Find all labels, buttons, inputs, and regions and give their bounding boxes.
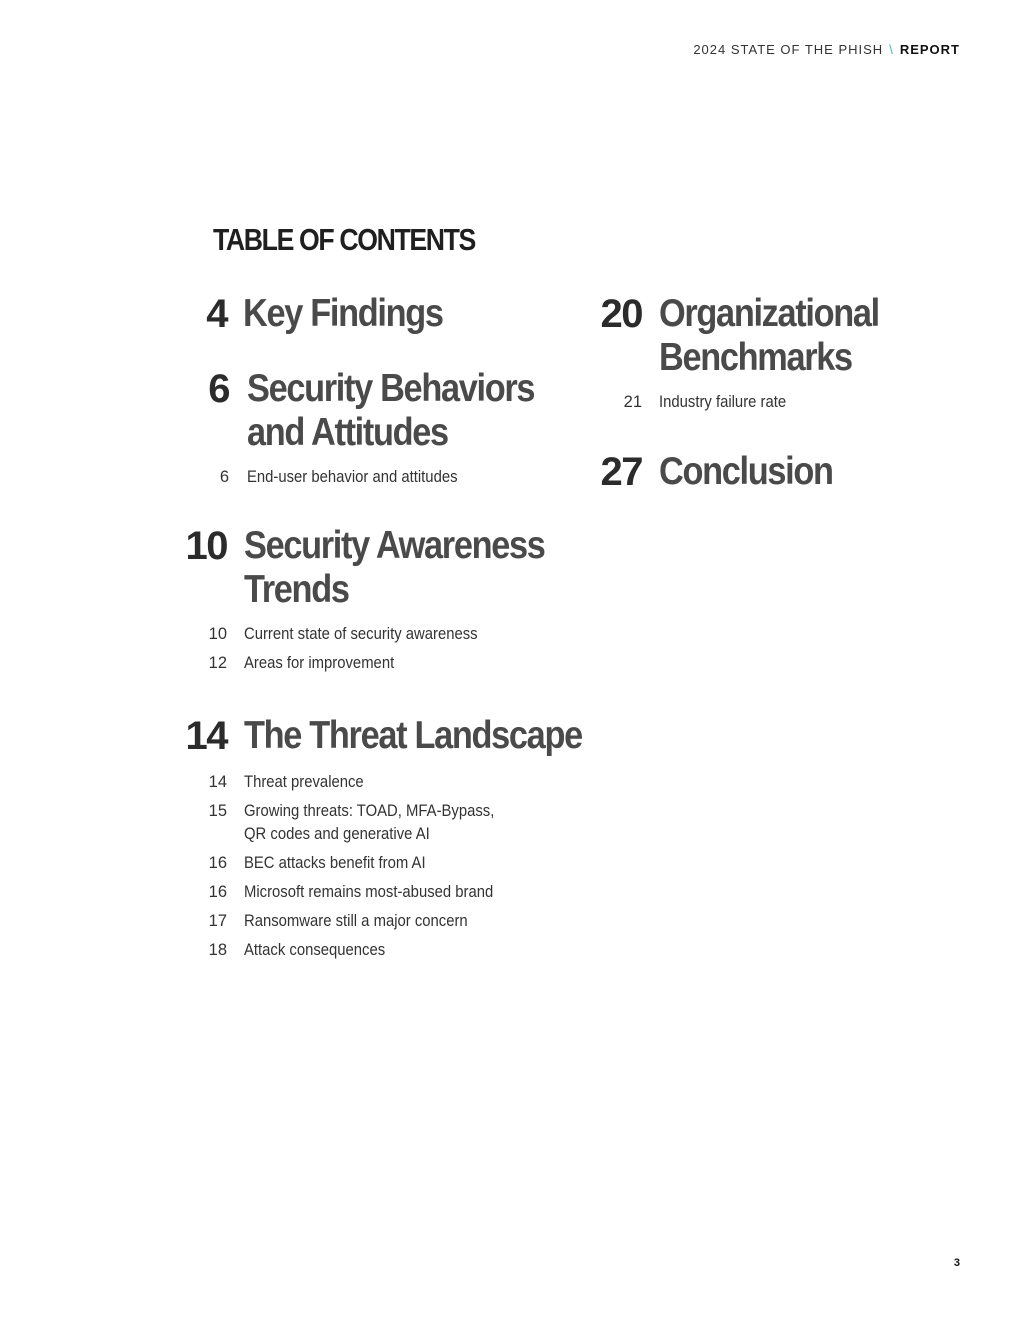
toc-subsection-title: End-user behavior and attitudes (247, 468, 458, 486)
toc-subsection-title: Areas for improvement (244, 654, 395, 672)
toc-subsection[interactable] (160, 771, 628, 794)
toc-subsection[interactable] (160, 623, 586, 646)
toc-section-link[interactable] (575, 450, 856, 494)
toc-subsection-page: 6 (219, 468, 229, 486)
toc-section-title: Security Behaviors and Attitudes (247, 367, 535, 454)
toc-section (160, 714, 628, 962)
toc-section-page: 20 (600, 292, 642, 336)
toc-section-title: Conclusion (659, 450, 833, 493)
toc-subsection-title: Growing threats: TOAD, MFA-Bypass, QR codes and generative AI (244, 802, 495, 843)
header-report-name: 2024 STATE OF THE PHISH (693, 42, 884, 57)
toc-section-page: 4 (206, 292, 227, 336)
toc-section (160, 367, 573, 489)
toc-section (575, 292, 909, 414)
toc-section-link[interactable] (160, 292, 470, 336)
toc-subsection-title: Current state of security awareness (244, 625, 478, 643)
header-report-label: REPORT (899, 42, 960, 57)
page-number: 3 (953, 1257, 960, 1269)
toc-subsection[interactable] (160, 466, 573, 489)
report-header (693, 42, 960, 57)
toc-section-link[interactable] (160, 367, 573, 455)
toc-subsection-page: 16 (208, 854, 227, 872)
toc-section (160, 524, 586, 675)
toc-subsection[interactable] (575, 391, 909, 414)
toc-subsection-title: Threat prevalence (244, 773, 364, 791)
toc-section-title: Organizational Benchmarks (659, 292, 879, 379)
toc-subsection-title: Industry failure rate (659, 393, 787, 411)
toc-section-title: Key Findings (243, 292, 443, 335)
toc-subsection-page: 18 (208, 941, 227, 959)
toc-section (160, 292, 470, 336)
toc-section-link[interactable] (160, 524, 586, 612)
toc-section-link[interactable] (575, 292, 909, 380)
toc-subsection[interactable] (160, 652, 586, 675)
toc-subsection[interactable] (160, 852, 628, 875)
toc-subsection-title: BEC attacks benefit from AI (244, 854, 426, 872)
toc-subsection-title: Ransomware still a major concern (244, 912, 468, 930)
header-separator: \ (889, 42, 894, 57)
toc-section-title: The Threat Landscape (244, 714, 582, 757)
toc-subsection-page: 14 (208, 773, 227, 791)
toc-section-page: 27 (600, 450, 642, 494)
toc-subsection-page: 10 (208, 625, 227, 643)
toc-subsection-page: 12 (208, 654, 227, 672)
toc-subsection[interactable] (160, 800, 628, 846)
toc-subsection-page: 16 (208, 883, 227, 901)
toc-section-title: Security Awareness Trends (244, 524, 545, 611)
toc-section-link[interactable] (160, 714, 628, 758)
toc-subsection-title: Attack consequences (244, 941, 386, 959)
toc-subsection-page: 15 (208, 802, 227, 820)
toc-section (575, 450, 856, 494)
toc-subsection[interactable] (160, 910, 628, 933)
toc-subsection[interactable] (160, 881, 628, 904)
toc-subsection-page: 17 (208, 912, 227, 930)
toc-section-page: 10 (185, 524, 227, 568)
toc-title: TABLE OF CONTENTS (213, 222, 475, 257)
toc-subsection-title: Microsoft remains most-abused brand (244, 883, 494, 901)
toc-subsection-page: 21 (623, 393, 642, 411)
toc-subsection[interactable] (160, 939, 628, 962)
toc-section-page: 14 (185, 714, 227, 758)
toc-section-page: 6 (208, 367, 229, 411)
